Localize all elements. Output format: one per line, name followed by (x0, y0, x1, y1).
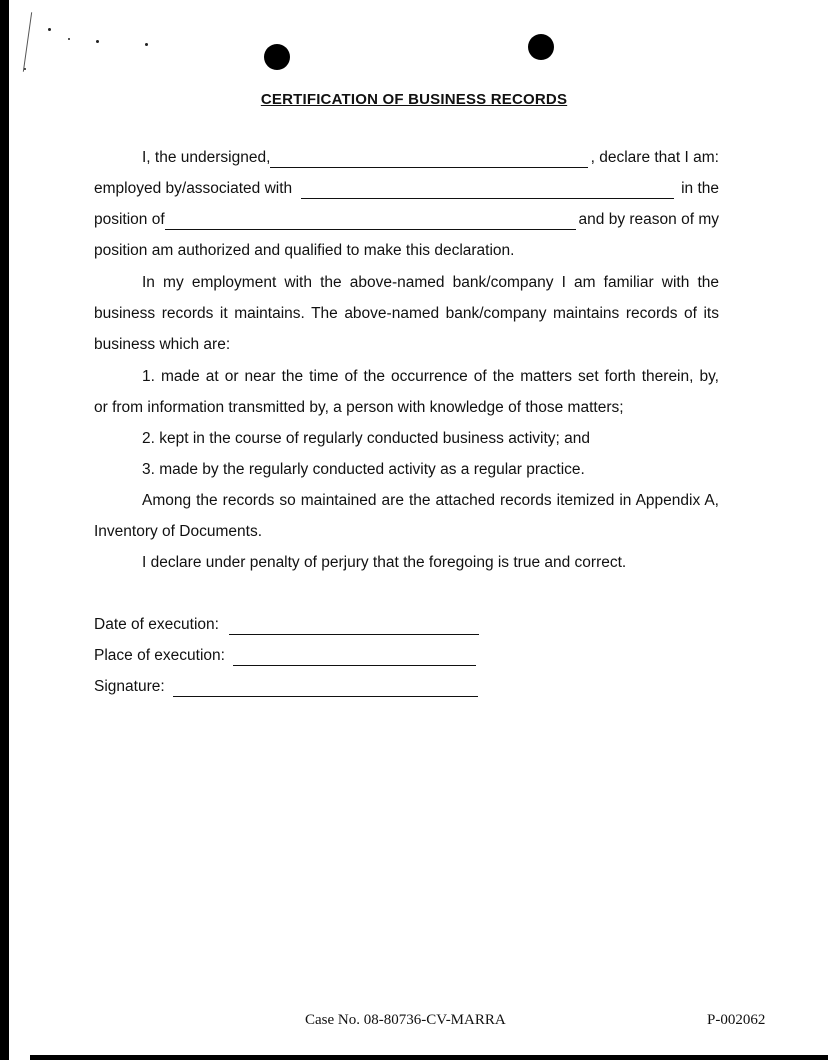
scan-edge-bottom (30, 1055, 828, 1060)
date-of-execution-label: Date of execution: (94, 616, 219, 633)
intro-line3-prefix: position of (94, 211, 165, 228)
paragraph3-line-1: Among the records so maintained are the attached records itemized in Appendix A, (142, 492, 719, 509)
document-title: CERTIFICATION OF BUSINESS RECORDS (260, 91, 568, 108)
case-number: Case No. 08-80736-CV-MARRA (305, 1012, 506, 1028)
item-1-line-2: or from information transmitted by, a person with knowledge of those matters; (94, 399, 624, 416)
name-field-line[interactable] (270, 152, 587, 168)
signature-row (94, 677, 719, 697)
paragraph2-line-2: business records it maintains. The above-named bank/company maintains records of its (94, 305, 719, 322)
place-of-execution-row (94, 646, 719, 666)
intro-line-1 (142, 148, 719, 168)
item-1-line-1: 1. made at or near the time of the occurrence of the matters set forth therein, by, (142, 368, 719, 385)
bates-number: P-002062 (707, 1012, 766, 1028)
punch-hole-left (264, 44, 290, 70)
intro-line-3 (94, 210, 719, 230)
position-field-line[interactable] (165, 214, 576, 230)
intro-line1-suffix: , declare that I am: (590, 149, 719, 166)
item-3: 3. made by the regularly conducted activity as a regular practice. (142, 461, 585, 478)
scan-speck (96, 40, 99, 43)
intro-line-4: position am authorized and qualified to make this declaration. (94, 242, 515, 259)
scan-speck (48, 28, 51, 31)
paragraph2-line-1: In my employment with the above-named bank/company I am familiar with the (142, 274, 719, 291)
intro-line2-suffix: in the (681, 180, 719, 197)
intro-line1-prefix: I, the undersigned, (142, 149, 271, 166)
date-of-execution-row (94, 615, 719, 635)
place-of-execution-label: Place of execution: (94, 647, 225, 664)
intro-line3-suffix: and by reason of my (578, 211, 719, 228)
scan-edge-left (0, 0, 9, 1060)
paragraph2-line-3: business which are: (94, 336, 231, 353)
punch-hole-right (528, 34, 554, 60)
scan-scratch (23, 12, 32, 72)
declaration: I declare under penalty of perjury that the foregoing is true and correct. (142, 554, 627, 571)
paragraph3-line-2: Inventory of Documents. (94, 523, 262, 540)
scan-speck (68, 38, 70, 40)
intro-line2-prefix: employed by/associated with (94, 180, 293, 197)
scan-speck (24, 68, 26, 70)
intro-line-2 (94, 179, 719, 199)
scan-speck (145, 43, 148, 46)
date-of-execution-line[interactable] (229, 619, 479, 635)
employer-field-line[interactable] (301, 183, 674, 199)
item-2: 2. kept in the course of regularly conducted business activity; and (142, 430, 591, 447)
signature-line[interactable] (173, 681, 478, 697)
signature-label: Signature: (94, 678, 165, 695)
place-of-execution-line[interactable] (233, 650, 476, 666)
